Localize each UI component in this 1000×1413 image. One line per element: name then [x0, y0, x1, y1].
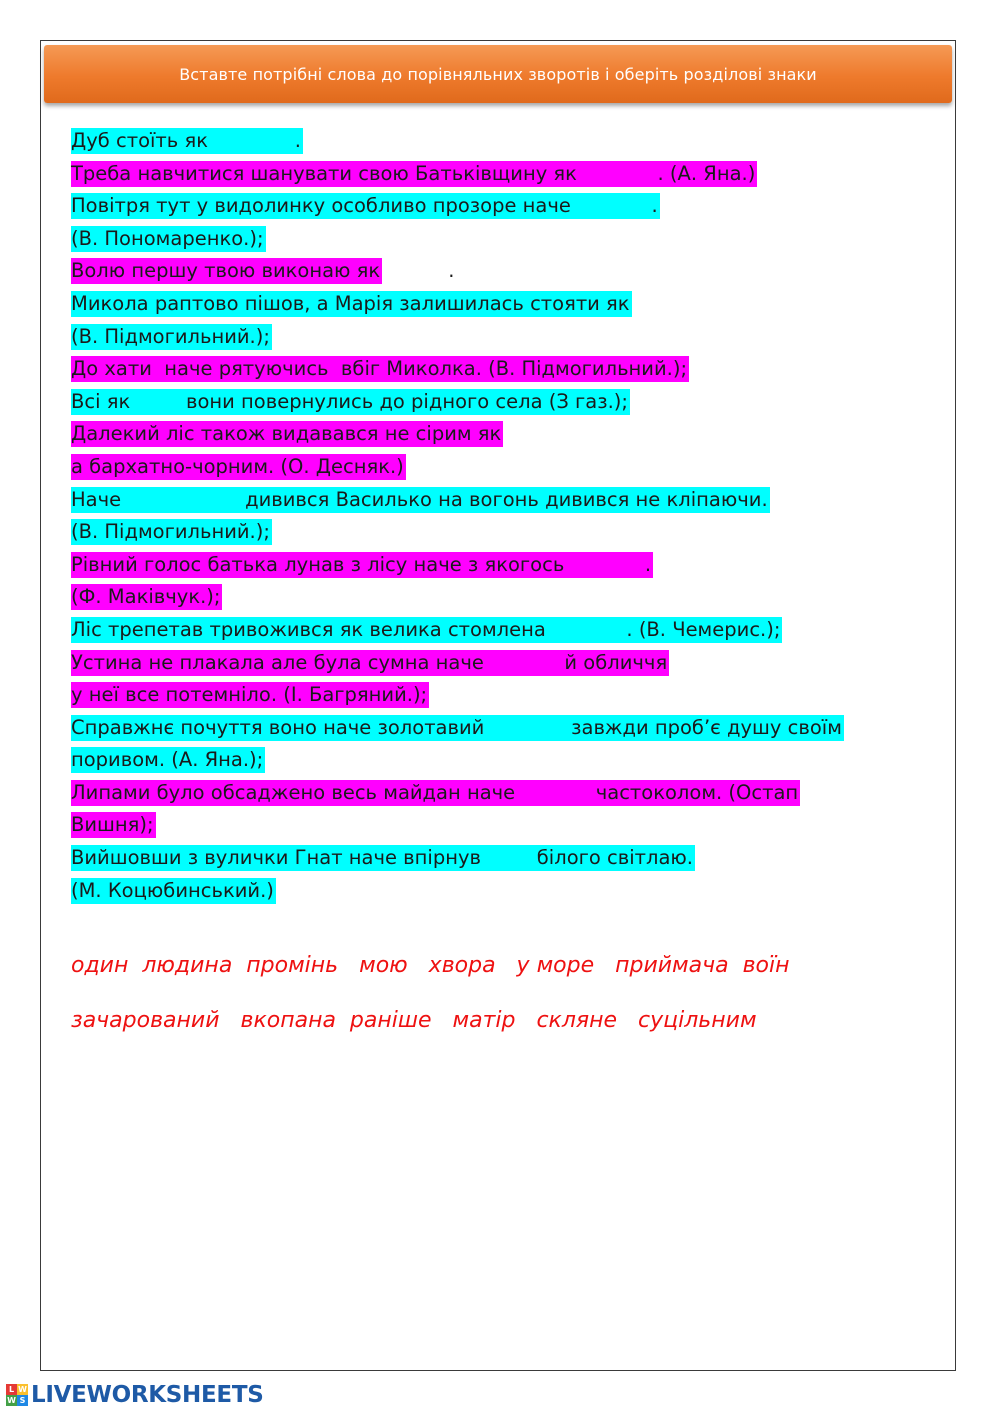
sentence-line [71, 291, 951, 324]
sentence-text: Наче дивився Василько на вогонь дивився не кліпаючи. [71, 487, 768, 511]
logo-tile: L [6, 1384, 17, 1395]
sentence-text: Устина не плакала але була сумна наче й обличчя [71, 650, 668, 674]
sentence-line [71, 584, 951, 617]
sentence-text: у неї все потемніло. (І. Багряний.); [71, 683, 428, 707]
sentence-line [71, 650, 951, 683]
sentence-text: (В. Підмогильний.); [71, 520, 270, 544]
sentence-line [71, 780, 951, 813]
sentence-list [71, 128, 951, 910]
sentence-line [71, 356, 951, 389]
liveworksheets-logo-icon [6, 1384, 28, 1406]
sentence-text: Повітря тут у видолинку особливо прозоре наче . [71, 194, 658, 218]
sentence-line [71, 421, 951, 454]
word-bank-row-1: один людина промінь мою хвора у море приймача воїн [71, 953, 790, 978]
sentence-line [71, 258, 951, 291]
sentence-text: Липами було обсаджено весь майдан наче частоколом. (Остап [71, 780, 799, 804]
sentence-line [71, 389, 951, 422]
sentence-line [71, 812, 951, 845]
worksheet-title: Вставте потрібні слова до порівняльних зворотів і оберіть розділові знаки [179, 64, 817, 84]
sentence-line [71, 226, 951, 259]
sentence-text: поривом. (А. Яна.); [71, 748, 264, 772]
word-bank-row-2: зачарований вкопана раніше матір скляне суцільним [71, 1008, 757, 1033]
sentence-text: Ліс трепетав тривожився як велика стомлена . (В. Чемерис.); [71, 617, 781, 641]
sentence-line [71, 519, 951, 552]
sentence-line [71, 324, 951, 357]
sentence-text: Справжнє почуття воно наче золотавий завжди проб’є душу своїм [71, 715, 842, 739]
logo-tile: W [18, 1385, 27, 1394]
logo-tile: W [7, 1396, 16, 1405]
title-banner [44, 45, 952, 103]
sentence-text: Дуб стоїть як . [71, 129, 301, 152]
sentence-line [71, 747, 951, 780]
sentence-text: Треба навчитися шанувати свою Батьківщину як . (А. Яна.) [71, 161, 756, 185]
sentence-text: Вийшовши з вулички Гнат наче впірнув білого світлаю. [71, 846, 694, 870]
sentence-text: Вишня); [71, 813, 154, 837]
sentence-text: Рівний голос батька лунав з лісу наче з якогось . [71, 552, 652, 576]
sentence-line [71, 193, 951, 226]
sentence-line [71, 682, 951, 715]
sentence-text: До хати наче рятуючись вбіг Миколка. (В. Підмогильний.); [71, 357, 688, 381]
sentence-line [71, 845, 951, 878]
sentence-text: (Ф. Маківчук.); [71, 585, 221, 609]
sentence-text: Далекий ліс також видавався не сірим як [71, 422, 502, 446]
sentence-line [71, 454, 951, 487]
sentence-line [71, 617, 951, 650]
sentence-line [71, 487, 951, 520]
sentence-trailing-dot: . [448, 259, 455, 283]
sentence-line [71, 161, 951, 194]
liveworksheets-logo [6, 1382, 263, 1408]
sentence-text: Волю першу твою виконаю як [71, 259, 381, 283]
logo-tile: S [17, 1395, 28, 1406]
sentence-text: (М. Коцюбинський.) [71, 878, 274, 902]
logo-text: LIVEWORKSHEETS [31, 1382, 264, 1408]
sentence-line [71, 552, 951, 585]
sentence-text: а бархатно-чорним. (О. Десняк.) [71, 454, 404, 478]
sentence-text: (В. Підмогильний.); [71, 324, 270, 348]
sentence-line [71, 715, 951, 748]
sentence-text: (В. Пономаренко.); [71, 226, 264, 250]
sentence-line [71, 128, 951, 161]
sentence-line [71, 878, 951, 911]
sentence-text: Всі як вони повернулись до рідного села (З газ.); [71, 389, 628, 413]
sentence-text: Микола раптово пішов, а Марія залишилась стояти як [71, 291, 630, 315]
